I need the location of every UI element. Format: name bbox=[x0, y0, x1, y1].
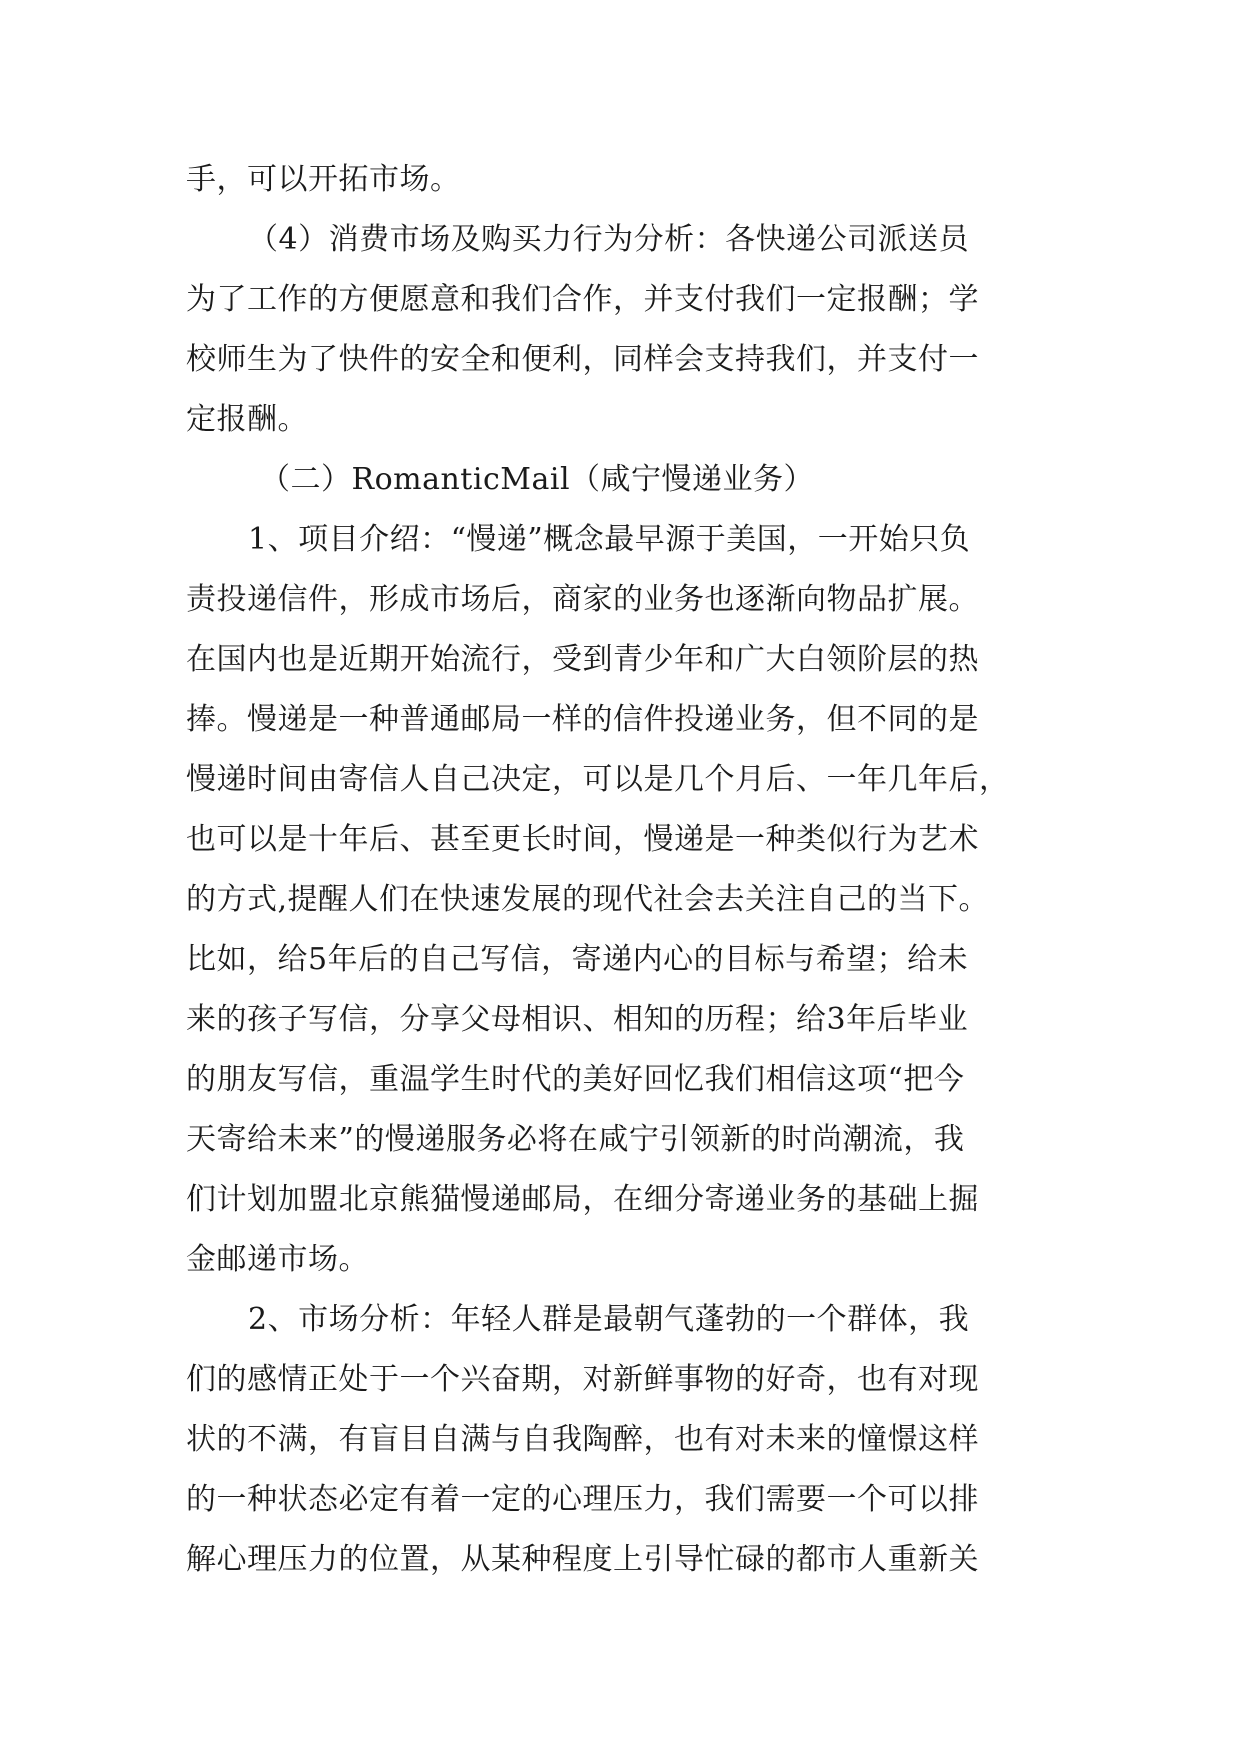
text-line: 的一种状态必定有着一定的心理压力，我们需要一个可以排 bbox=[186, 1482, 979, 1517]
text-line: 定报酬。 bbox=[186, 402, 308, 437]
text-line: 们的感情正处于一个兴奋期，对新鲜事物的好奇，也有对现 bbox=[186, 1362, 979, 1397]
text-line: 慢递时间由寄信人自己决定，可以是几个月后、一年几年后， bbox=[186, 762, 1010, 797]
text-line: 比如，给5年后的自己写信，寄递内心的目标与希望；给未 bbox=[186, 942, 969, 977]
text-line: 解心理压力的位置，从某种程度上引导忙碌的都市人重新关 bbox=[186, 1542, 979, 1577]
text-line: 的朋友写信，重温学生时代的美好回忆我们相信这项“把今 bbox=[186, 1062, 965, 1097]
text-line: 2、市场分析：年轻人群是最朝气蓬勃的一个群体，我 bbox=[248, 1302, 970, 1337]
text-line: 金邮递市场。 bbox=[186, 1242, 369, 1277]
text-line: 状的不满，有盲目自满与自我陶醉，也有对未来的憧憬这样 bbox=[186, 1422, 979, 1457]
text-line: 为了工作的方便愿意和我们合作，并支付我们一定报酬；学 bbox=[186, 282, 979, 317]
text-line: 也可以是十年后、甚至更长时间，慢递是一种类似行为艺术 bbox=[186, 822, 979, 857]
text-line: 校师生为了快件的安全和便利，同样会支持我们，并支付一 bbox=[186, 342, 979, 377]
body-text bbox=[186, 150, 1086, 1590]
text-line: 们计划加盟北京熊猫慢递邮局，在细分寄递业务的基础上掘 bbox=[186, 1182, 979, 1217]
text-line: 手，可以开拓市场。 bbox=[186, 162, 461, 197]
text-line: 在国内也是近期开始流行，受到青少年和广大白领阶层的热 bbox=[186, 642, 979, 677]
text-line: 的方式,提醒人们在快速发展的现代社会去关注自己的当下。 bbox=[186, 882, 990, 917]
text-line: 责投递信件，形成市场后，商家的业务也逐渐向物品扩展。 bbox=[186, 582, 979, 617]
text-line: 捧。慢递是一种普通邮局一样的信件投递业务，但不同的是 bbox=[186, 702, 979, 737]
text-line: 来的孩子写信，分享父母相识、相知的历程；给3年后毕业 bbox=[186, 1002, 969, 1037]
text-line: 1、项目介绍：“慢递”概念最早源于美国，一开始只负 bbox=[248, 522, 971, 557]
text-line: （4）消费市场及购买力行为分析：各快递公司派送员 bbox=[248, 222, 970, 257]
section-heading: （二）RomanticMail（咸宁慢递业务） bbox=[260, 462, 815, 497]
text-line: 天寄给未来”的慢递服务必将在咸宁引领新的时尚潮流，我 bbox=[186, 1122, 965, 1157]
